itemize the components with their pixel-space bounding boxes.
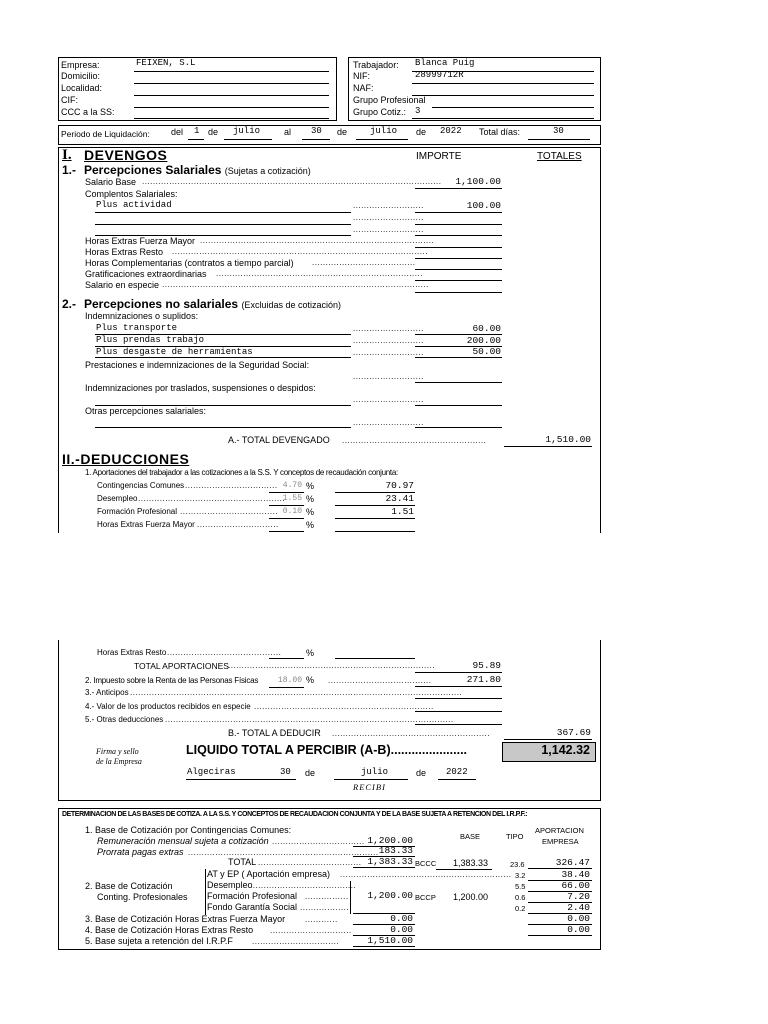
desempleo-value: 23.41 xyxy=(385,493,414,504)
cc-value: 70.97 xyxy=(385,480,414,491)
devengos-numeral: I. xyxy=(62,147,72,163)
plus-desgaste-label: Plus desgaste de herramientas xyxy=(96,347,253,357)
period-month-to: julio xyxy=(370,126,398,136)
period-day-to: 30 xyxy=(311,126,322,136)
irpf-value: 271.80 xyxy=(466,674,501,685)
grupo-cotiz-label: Grupo Cotiz.: xyxy=(353,107,407,117)
period-day-from: 1 xyxy=(194,126,200,136)
percepciones-salariales-title: Percepciones Salariales (Sujetas a cotización) xyxy=(84,163,311,177)
base-cc-total: 1,383.33 xyxy=(367,856,413,867)
localidad-label: Localidad: xyxy=(61,83,103,93)
firma-sello: Firma y sello xyxy=(96,747,139,756)
percepciones-no-salariales-title: Percepciones no salariales (Excluidas de cotización) xyxy=(84,297,341,311)
totales-header: TOTALES xyxy=(537,151,582,162)
period-month-from: julio xyxy=(233,126,261,136)
fp-value: 1.51 xyxy=(391,506,414,517)
total-dias-label: Total días: xyxy=(479,127,521,137)
plus-transporte-label: Plus transporte xyxy=(96,323,178,333)
liquido-label: LIQUIDO TOTAL A PERCIBIR (A-B)...................... xyxy=(186,743,468,757)
trabajador-value: Blanca Puig xyxy=(415,58,475,68)
ccc-label: CCC a la SS: xyxy=(61,107,115,117)
recibi-label: RECIBI xyxy=(353,782,386,792)
importe-header: IMPORTE xyxy=(416,151,462,162)
plus-prendas-label: Plus prendas trabajo xyxy=(96,335,205,345)
liquido-value: 1,142.32 xyxy=(541,743,590,757)
nif-value: 28999712R xyxy=(415,70,464,80)
devengos-title: DEVENGOS xyxy=(84,147,168,163)
sign-city: Algeciras xyxy=(187,767,236,777)
plus-actividad-value: 100.00 xyxy=(466,200,501,211)
total-dias-value: 30 xyxy=(553,126,564,136)
empresa-label: Empresa: xyxy=(61,60,100,70)
total-deducir-value: 367.69 xyxy=(556,727,591,738)
plus-prendas-value: 200.00 xyxy=(466,335,501,346)
base-irpf-value: 1,510.00 xyxy=(367,935,413,946)
plus-transporte-value: 60.00 xyxy=(472,323,501,334)
total-devengado-value: 1,510.00 xyxy=(545,434,591,445)
nif-label: NIF: xyxy=(353,71,370,81)
grupo-cotiz-value: 3 xyxy=(415,106,421,116)
trabajador-label: Trabajador: xyxy=(353,60,399,70)
deducciones-title: II.-DEDUCCIONES xyxy=(62,451,190,467)
domicilio-label: Domicilio: xyxy=(61,71,101,81)
plus-desgaste-value: 50.00 xyxy=(472,346,501,357)
cif-label: CIF: xyxy=(61,95,78,105)
total-devengado-label: A.- TOTAL DEVENGADO xyxy=(228,435,330,445)
naf-label: NAF: xyxy=(353,83,374,93)
plus-actividad-label: Plus actividad xyxy=(96,200,172,210)
total-deducir-label: B.- TOTAL A DEDUCIR xyxy=(228,728,321,738)
total-aportaciones-value: 95.89 xyxy=(472,660,501,671)
grupo-prof-label: Grupo Profesional xyxy=(353,95,426,105)
period-label: Periodo de Liquidación: xyxy=(61,129,150,139)
salario-base-label: Salario Base xyxy=(85,177,137,187)
period-year: 2022 xyxy=(440,126,462,136)
salario-base-value: 1,100.00 xyxy=(455,176,501,187)
bases-title: DETERMINACION DE LAS BASES DE COTIZA. A LA S.S. Y CONCEPTOS DE RECAUDACION CONJUNTA Y DE LA BASE SUJETA A RETENCION DEL I.R.P.F.: xyxy=(62,811,528,818)
empresa-value: FEIXEN, S.L xyxy=(136,58,196,68)
